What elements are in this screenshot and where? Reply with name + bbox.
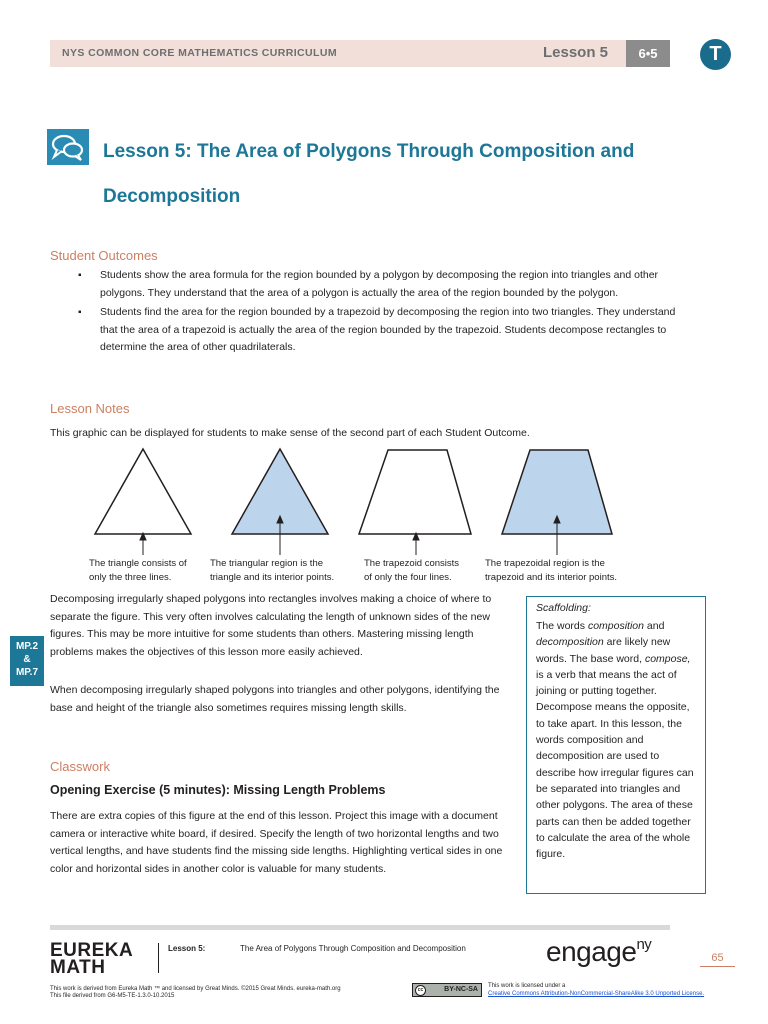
outcome-bullet: ▪ Students show the area formula for the region bounded by a polygon by decomposing the region into triangles and other polygons. They understand that the area of a polygon is actually the area of the region bounded by the polygon. [78, 267, 678, 302]
caption-line: triangle and its interior points. [210, 572, 335, 583]
logo-line: EUREKA [50, 940, 134, 961]
caption-arrows [140, 516, 560, 555]
caption-line: The triangular region is the [210, 558, 324, 569]
lesson-notes-intro: This graphic can be displayed for students to make sense of the second part of each Student Outcome. [50, 427, 530, 439]
derived-line: This file derived from G6-M5-TE-1.3.0-10.2015 [50, 993, 175, 999]
title-line-2: Decomposition [103, 186, 241, 207]
student-outcomes-list [78, 267, 678, 359]
trapezoid-outline [359, 450, 471, 534]
header-lesson-label: Lesson 5 [542, 44, 608, 61]
classwork-heading: Classwork [50, 759, 110, 774]
opening-exercise-paragraph: There are extra copies of this figure at the end of this lesson. Project this image with a document camera or interactive white board, if desired. Specify the length of two horizontal lengths and two vertical lengths, and have students find the missing side lengths. Highlighting vertical sides in one color and horizontal sides in another color is valuable for many students. [50, 810, 503, 875]
footer-rule [50, 925, 670, 930]
engageny-logo [546, 936, 651, 968]
teacher-badge-icon: T [700, 39, 731, 70]
lesson-notes-heading: Lesson Notes [50, 401, 130, 416]
mp-line: MP.2 [15, 641, 39, 652]
page-title [103, 129, 703, 219]
triangle-outline [95, 449, 191, 534]
caption-trapezoidal-region [485, 557, 617, 585]
cc-badge-label: BY-NC-SA [444, 986, 478, 993]
mp-tag [10, 636, 44, 686]
engage-text: engage [546, 936, 637, 967]
mp-line: MP.7 [15, 667, 39, 678]
footer-separator [158, 943, 159, 973]
page-number: 65 [700, 952, 735, 967]
scaffolding-box [526, 596, 706, 894]
caption-line: of only the four lines. [364, 572, 452, 583]
caption-line: only the three lines. [89, 572, 172, 583]
license-link[interactable]: Creative Commons Attribution-NonCommercial-ShareAlike 3.0 Unported License. [488, 991, 705, 997]
footer-lesson-title: The Area of Polygons Through Composition and Decomposition [240, 944, 466, 953]
license-notice [488, 982, 704, 998]
scaffolding-heading: Scaffolding: [536, 602, 591, 614]
opening-exercise-title: Opening Exercise (5 minutes): Missing Length Problems [50, 783, 386, 797]
shapes-figure [0, 440, 768, 555]
caption-line: The triangle consists of [89, 558, 187, 569]
derived-notice [50, 986, 341, 1000]
caption-line: The trapezoidal region is the [485, 558, 605, 569]
caption-line: trapezoid and its interior points. [485, 572, 618, 583]
ny-text: ny [636, 936, 652, 953]
page-header-bar [50, 40, 670, 67]
license-line: This work is licensed under a [488, 983, 566, 989]
caption-line: The trapezoid consists [364, 558, 460, 569]
caption-triangle [89, 557, 187, 585]
triangles-paragraph: When decomposing irregularly shaped polygons into triangles and other polygons, identifying the base and height of the triangle also sometimes requires missing length skills. [50, 684, 500, 714]
footer-lesson-label: Lesson 5: [168, 944, 206, 953]
title-line-1: Lesson 5: The Area of Polygons Through Composition and [103, 141, 635, 162]
derived-line: This work is derived from Eureka Math ™ and licensed by Great Minds. ©2015 Great Minds. eureka-math.org [50, 986, 341, 992]
decomposing-paragraph: Decomposing irregularly shaped polygons into rectangles involves making a choice of where to separate the figure. This very often involves calculating the length of unknown sides of the new figures. This may be more intuitive for some students than others. Mastering missing length problems makes the objectives of this lesson more easily achieved. [50, 593, 492, 658]
cc-circle-icon: cc [415, 985, 426, 996]
eureka-math-logo [50, 942, 133, 976]
caption-triangular-region [210, 557, 334, 585]
caption-trapezoid [364, 557, 459, 585]
student-outcomes-heading: Student Outcomes [50, 248, 158, 263]
cc-license-icon[interactable] [412, 983, 482, 997]
mp-line: & [23, 654, 31, 665]
speech-bubbles-icon [47, 129, 89, 165]
grade-module-tag: 6•5 [626, 40, 670, 67]
curriculum-label: NYS COMMON CORE MATHEMATICS CURRICULUM [62, 47, 337, 59]
outcome-bullet: ▪ Students find the area for the region bounded by a trapezoid by decomposing the region into two triangles. They understand that the area of a trapezoid is actually the area of the region bounded by the trapezoid. Students decompose rectangles to determine the area of other quadrilaterals. [78, 304, 678, 357]
logo-line: MATH [50, 957, 106, 978]
scaffolding-text: The words composition and decomposition are likely new words. The base word, compose, is a verb that means the act of joining or putting together. Decompose means the opposite, to take apart. In this lesson, the words composition and decomposition are used to describe how irregular figures can be separated into triangles and other polygons. The area of these parts can then be added together to calculate the area of the whole figure. [536, 620, 694, 861]
